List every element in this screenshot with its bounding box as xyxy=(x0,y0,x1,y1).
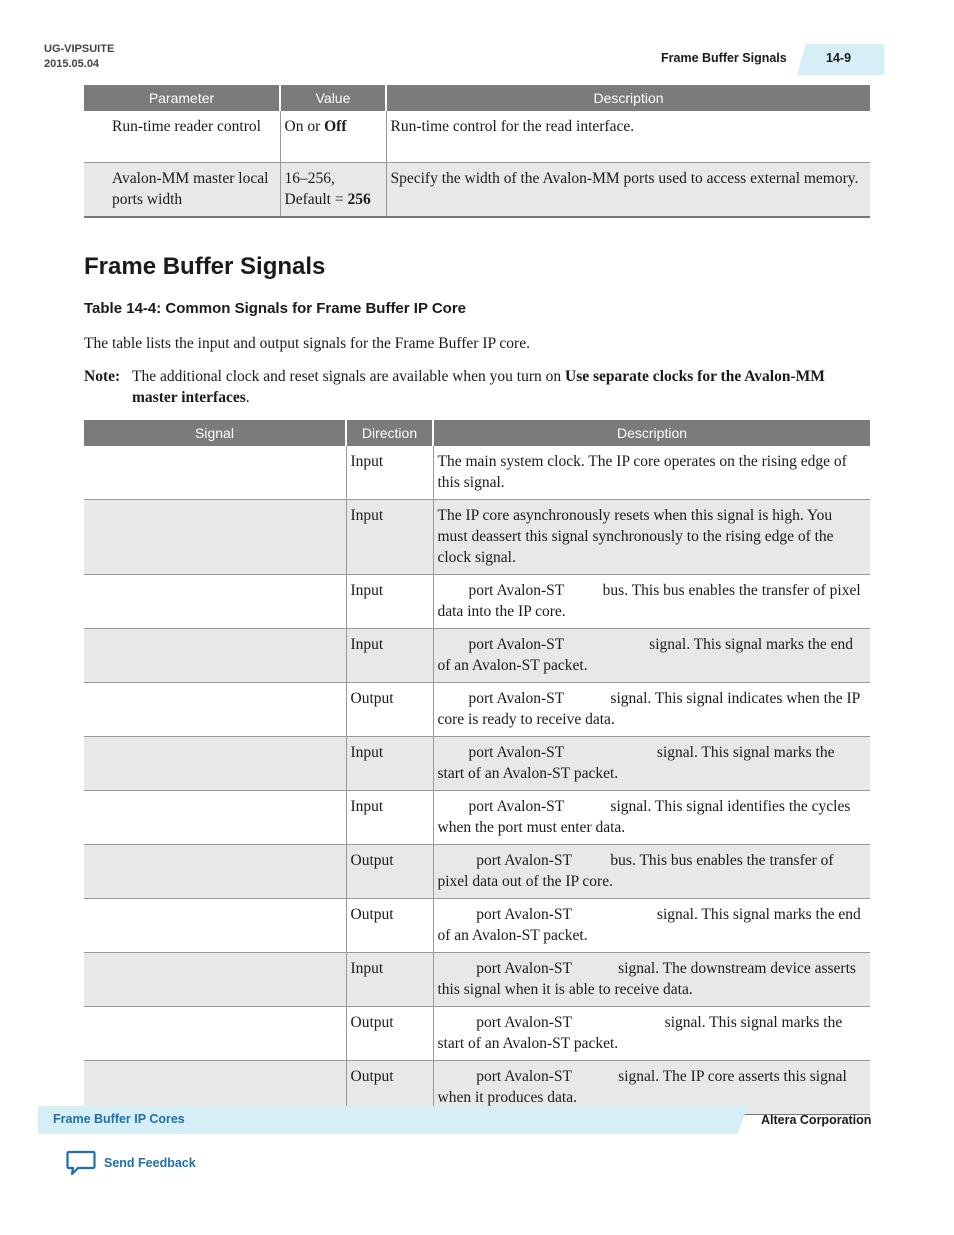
header-direction: Direction xyxy=(346,420,433,446)
signal-direction: Output xyxy=(346,845,433,899)
signal-direction: Input xyxy=(346,629,433,683)
table-row xyxy=(84,953,870,1007)
signal-description: port Avalon-ST signal. This signal marks the end of an Avalon-ST packet. xyxy=(433,629,870,683)
signal-direction: Output xyxy=(346,899,433,953)
param-name: Run-time reader control xyxy=(84,111,280,162)
param-value-bold: Off xyxy=(324,118,347,135)
signal-name xyxy=(84,446,346,500)
intro-paragraph: The table lists the input and output signals for the Frame Buffer IP core. xyxy=(84,335,530,352)
table-caption: Table 14-4: Common Signals for Frame Buffer IP Core xyxy=(84,300,467,317)
header-parameter: Parameter xyxy=(84,85,280,111)
page-number: 14-9 xyxy=(826,51,852,65)
signal-description: port Avalon-ST signal. This signal marks the start of an Avalon-ST packet. xyxy=(433,737,870,791)
header-value: Value xyxy=(280,85,386,111)
signal-name xyxy=(84,845,346,899)
signal-name xyxy=(84,899,346,953)
signal-name xyxy=(84,953,346,1007)
signal-direction: Output xyxy=(346,1007,433,1061)
param-value xyxy=(280,162,386,217)
param-value-text: 16–256, Default = xyxy=(284,169,348,208)
signal-description: The IP core asynchronously resets when this signal is high. You must deassert this signal synchronously to the rising edge of the clock signal. xyxy=(433,500,870,575)
note-text xyxy=(132,366,870,408)
signal-name xyxy=(84,575,346,629)
document-id-block xyxy=(44,42,114,72)
param-description: Run-time control for the read interface. xyxy=(386,111,870,162)
signal-table xyxy=(84,420,870,1115)
note-label: Note: xyxy=(84,368,121,385)
note-text-bold: Use separate clocks for the Avalon-MM master interfaces xyxy=(132,368,825,406)
signal-direction: Input xyxy=(346,791,433,845)
table-row xyxy=(84,683,870,737)
section-title: Frame Buffer Signals xyxy=(84,253,326,280)
signal-description: port Avalon-ST signal. This signal marks the end of an Avalon-ST packet. xyxy=(433,899,870,953)
param-value-bold: 256 xyxy=(347,190,371,208)
param-description: Specify the width of the Avalon-MM ports used to access external memory. xyxy=(386,162,870,217)
signal-description: port Avalon-ST signal. The IP core asserts this signal when it produces data. xyxy=(433,1061,870,1115)
header-description: Description xyxy=(433,420,870,446)
table-row xyxy=(84,845,870,899)
signal-description: port Avalon-ST signal. This signal marks the start of an Avalon-ST packet. xyxy=(433,1007,870,1061)
signal-name xyxy=(84,737,346,791)
note-text-post: . xyxy=(245,389,250,406)
signal-direction: Input xyxy=(346,575,433,629)
note-text-pre: The additional clock and reset signals are available when you turn on xyxy=(132,368,565,385)
signal-name xyxy=(84,500,346,575)
signal-direction: Input xyxy=(346,737,433,791)
signal-direction: Output xyxy=(346,1061,433,1115)
signal-description: port Avalon-ST signal. This signal identifies the cycles when the port must enter data. xyxy=(433,791,870,845)
signal-direction: Input xyxy=(346,953,433,1007)
footer-company: Altera Corporation xyxy=(761,1113,872,1127)
table-row xyxy=(84,111,870,162)
signal-description: port Avalon-ST signal. The downstream device asserts this signal when it is able to receive data. xyxy=(433,953,870,1007)
table-row xyxy=(84,629,870,683)
signal-table-header xyxy=(84,420,870,446)
table-row xyxy=(84,1007,870,1061)
speech-bubble-icon xyxy=(66,1150,96,1176)
signal-description: port Avalon-ST bus. This bus enables the transfer of pixel data into the IP core. xyxy=(433,575,870,629)
parameter-table xyxy=(84,85,870,218)
send-feedback-label: Send Feedback xyxy=(104,1156,196,1170)
table-row xyxy=(84,500,870,575)
document-date: 2015.05.04 xyxy=(44,58,100,70)
param-value xyxy=(280,111,386,162)
param-name: Avalon-MM master local ports width xyxy=(84,162,280,217)
parameter-table-header xyxy=(84,85,870,111)
signal-direction: Output xyxy=(346,683,433,737)
document-id: UG-VIPSUITE xyxy=(44,43,115,55)
table-row xyxy=(84,162,870,217)
header-signal: Signal xyxy=(84,420,346,446)
table-row xyxy=(84,446,870,500)
header-section-title: Frame Buffer Signals xyxy=(661,51,787,65)
send-feedback-link[interactable] xyxy=(66,1150,196,1176)
signal-description: The main system clock. The IP core operates on the rising edge of this signal. xyxy=(433,446,870,500)
table-row xyxy=(84,737,870,791)
signal-description: port Avalon-ST bus. This bus enables the transfer of pixel data out of the IP core. xyxy=(433,845,870,899)
signal-name xyxy=(84,1007,346,1061)
header-description: Description xyxy=(386,85,870,111)
param-value-text: On or xyxy=(284,118,325,135)
footer-chapter-link[interactable]: Frame Buffer IP Cores xyxy=(53,1112,185,1126)
table-row xyxy=(84,899,870,953)
signal-name xyxy=(84,683,346,737)
signal-name xyxy=(84,629,346,683)
signal-direction: Input xyxy=(346,500,433,575)
signal-direction: Input xyxy=(346,446,433,500)
table-row xyxy=(84,791,870,845)
signal-description: port Avalon-ST signal. This signal indicates when the IP core is ready to receive data. xyxy=(433,683,870,737)
signal-name xyxy=(84,791,346,845)
table-row xyxy=(84,575,870,629)
